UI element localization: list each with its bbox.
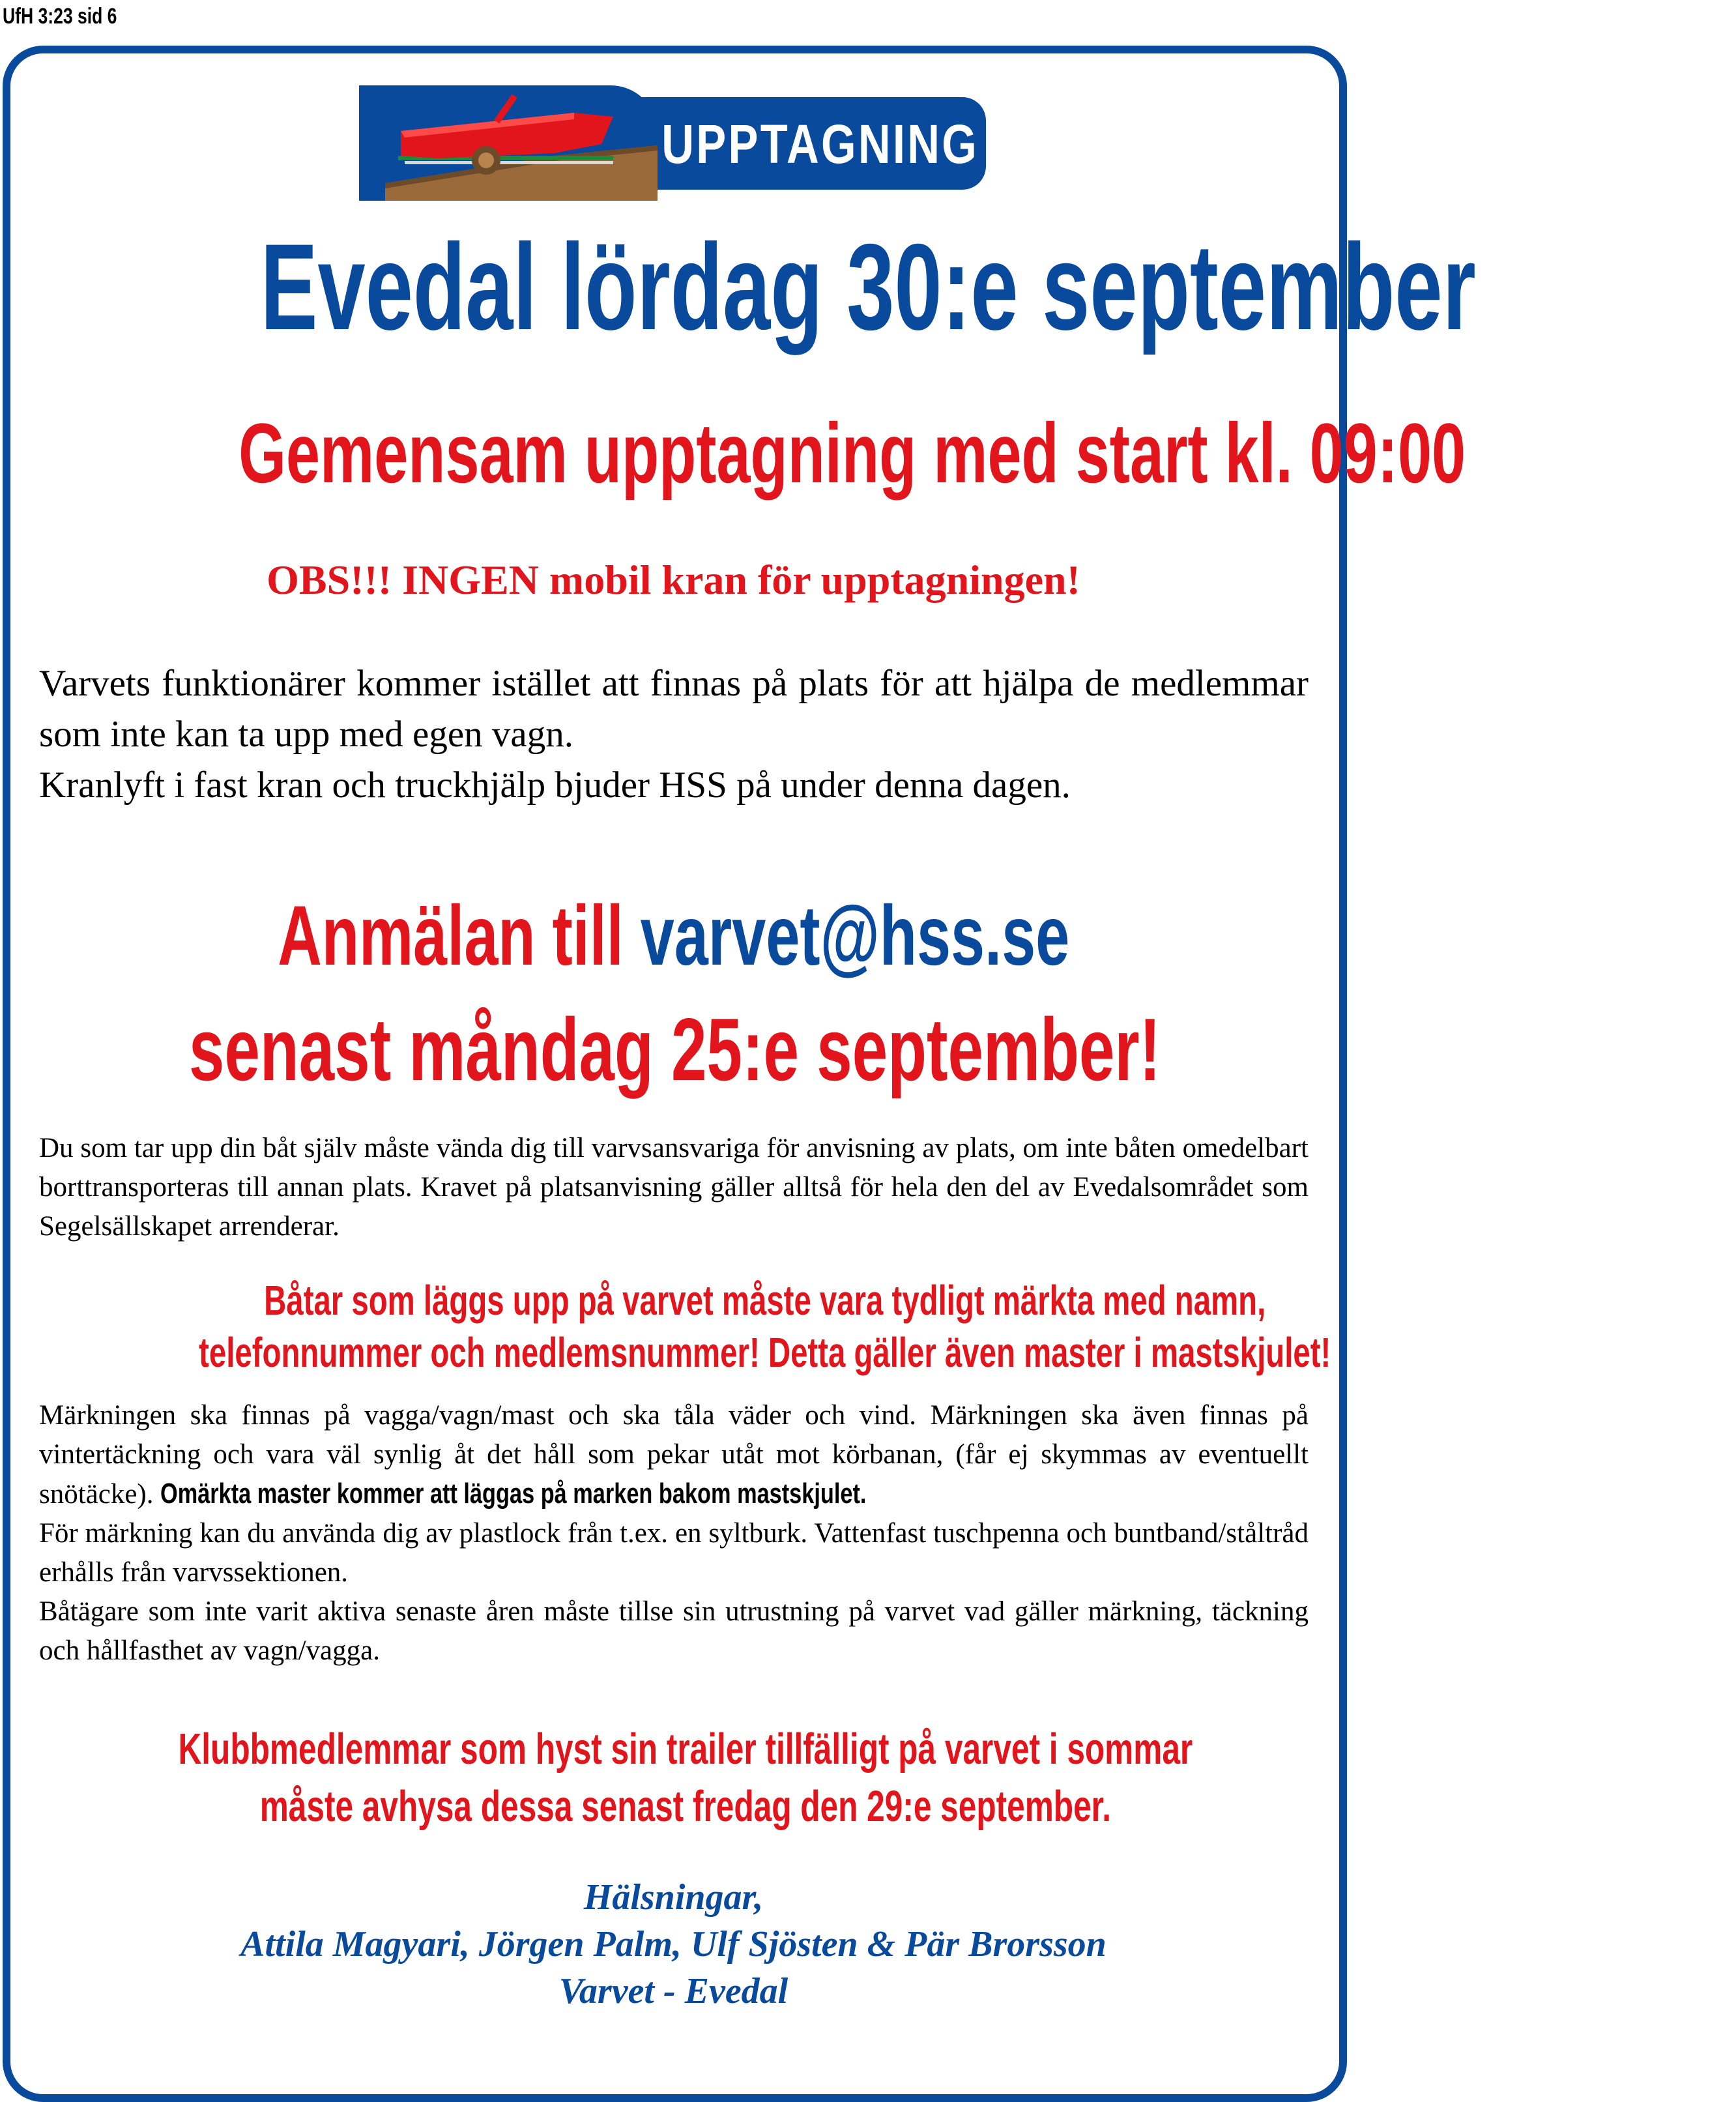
unmarked-masts-note: Omärkta master kommer att läggas på marken bakom mastskjulet. bbox=[160, 1478, 867, 1510]
placement-paragraph bbox=[39, 1129, 1309, 1246]
signup-email-link[interactable]: varvet@hss.se bbox=[640, 888, 1069, 983]
placement-paragraph-text: Du som tar upp din båt själv måste vända dig till varvsansvariga för anvisning av plats, om inte båten omedelbart borttransporteras till annan plats. Kravet på platsanvisning gäller alltså för hela den del av Evedalsområdet som Segelsällskapet arrenderar. bbox=[39, 1133, 1309, 1242]
signup-prefix: Anmälan till bbox=[278, 888, 641, 983]
event-title-text: Evedal lördag 30:e september bbox=[260, 218, 1476, 355]
event-subtitle-text: Gemensam upptagning med start kl. 09:00 bbox=[239, 405, 1466, 501]
signup-deadline-text: senast måndag 25:e september! bbox=[188, 1000, 1161, 1099]
signup-deadline bbox=[0, 1000, 1347, 1098]
trailer-warning-line-2: måste avhysa dessa senast fredag den 29:e september. bbox=[259, 1782, 1111, 1831]
signoff bbox=[0, 1874, 1347, 2015]
trailer-warning-text bbox=[178, 1721, 1193, 1835]
intro-text bbox=[39, 658, 1309, 811]
boat-on-trailer-icon bbox=[359, 85, 658, 201]
marking-warning bbox=[0, 1274, 1347, 1379]
event-subtitle bbox=[0, 405, 1466, 501]
marking-paragraph bbox=[39, 1396, 1309, 1671]
marking-warning-text bbox=[199, 1274, 1331, 1379]
marking-paragraph-2: För märkning kan du använda dig av plastlock från t.ex. en syltburk. Vattenfast tuschpenna och buntband/ståltråd erhålls från varvssektionen. bbox=[39, 1518, 1309, 1588]
trailer-warning-line-1: Klubbmedlemmar som hyst sin trailer tillfälligt på varvet i sommar bbox=[178, 1725, 1193, 1774]
event-title bbox=[0, 218, 1476, 355]
signup-line-text bbox=[278, 886, 1069, 984]
marking-paragraph-1 bbox=[39, 1396, 1309, 1514]
marking-warning-line-1: Båtar som läggs upp på varvet måste vara tydligt märkta med namn, bbox=[264, 1277, 1266, 1324]
marking-warning-line-2: telefonnummer och medlemsnummer! Detta gäller även master i mastskjulet! bbox=[199, 1329, 1331, 1376]
intro-line-1: Varvets funktionärer kommer istället att finnas på plats för att hjälpa de medlemmar som inte kan ta upp med egen vagn. bbox=[39, 663, 1309, 755]
intro-line-2: Kranlyft i fast kran och truckhjälp bjuder HSS på under denna dagen. bbox=[39, 765, 1071, 806]
boat-lift-illustration bbox=[359, 85, 658, 201]
banner-title: UPPTAGNING bbox=[661, 113, 979, 175]
signoff-org: Varvet - Evedal bbox=[558, 1971, 788, 2011]
marking-text-1: Märkningen ska finnas på vagga/vagn/mast och ska tåla väder och vind. Märkningen ska även finnas på vintertäckning och vara väl synlig åt det håll som pekar utåt mot körbanan, (får ej skymmas av eventuellt snötäcke). bbox=[39, 1400, 1309, 1510]
signup-line bbox=[0, 886, 1347, 984]
signoff-names: Attila Magyari, Jörgen Palm, Ulf Sjösten & Pär Brorsson bbox=[240, 1924, 1107, 1964]
trailer-warning bbox=[0, 1721, 1347, 1835]
signoff-greeting: Hälsningar, bbox=[583, 1877, 764, 1918]
page-reference: UfH 3:23 sid 6 bbox=[3, 4, 117, 29]
banner bbox=[359, 85, 986, 201]
no-mobile-crane-notice: OBS!!! INGEN mobil kran för upptagningen! bbox=[267, 557, 1080, 603]
marking-paragraph-3: Båtägare som inte varit aktiva senaste åren måste tillse sin utrustning på varvet vad gäller märkning, täckning och hållfasthet av vagn/vagga. bbox=[39, 1596, 1309, 1666]
